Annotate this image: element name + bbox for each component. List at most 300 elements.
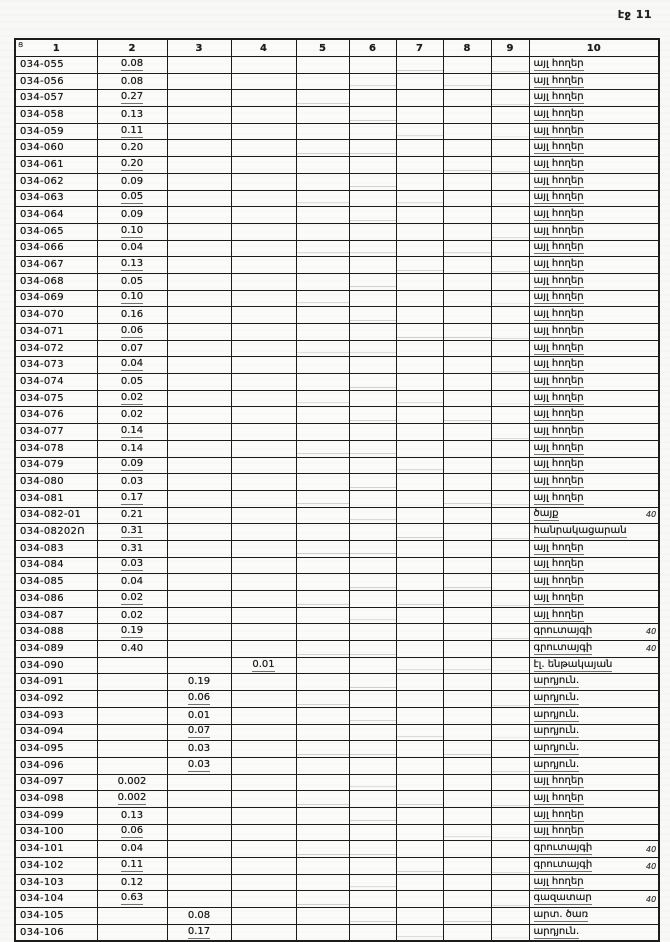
value-cell [443, 340, 491, 357]
parcel-code-cell [15, 190, 97, 207]
value-cell [296, 140, 349, 157]
value-cell [491, 223, 529, 240]
parcel-code: 034-077 [20, 425, 64, 437]
parcel-code-cell [15, 374, 97, 391]
value-cell [167, 607, 231, 624]
value-cell [167, 574, 231, 591]
parcel-code-cell [15, 57, 97, 74]
value-cell [296, 741, 349, 758]
landuse-cell [529, 774, 659, 791]
column-header-9: 9 [491, 39, 529, 57]
value-cell [491, 724, 529, 741]
table-body [15, 57, 659, 942]
parcel-code-cell [15, 741, 97, 758]
value-cell [231, 457, 296, 474]
value-cell [97, 757, 167, 774]
value-cell [443, 641, 491, 658]
value-cell [97, 741, 167, 758]
value-cell [296, 490, 349, 507]
value-cell [167, 424, 231, 441]
value-cell [349, 207, 396, 224]
landuse-label: այլ հողեր [533, 208, 584, 220]
landuse-cell [529, 190, 659, 207]
landuse-label: այլ հողեր [533, 825, 584, 837]
parcel-code: 034-067 [20, 259, 64, 271]
value-cell [349, 390, 396, 407]
header-row [15, 39, 659, 57]
landuse-cell [529, 57, 659, 74]
value-cell [167, 908, 231, 925]
value-cell [167, 724, 231, 741]
landuse-cell [529, 841, 659, 858]
parcel-code: 034-088 [20, 626, 64, 638]
value-cell [167, 540, 231, 557]
area-value: 0.11 [120, 124, 144, 136]
value-cell [167, 73, 231, 90]
parcel-code-cell [15, 757, 97, 774]
value-cell [296, 240, 349, 257]
value-cell [443, 407, 491, 424]
value-cell [491, 507, 529, 524]
value-cell [97, 474, 167, 491]
value-cell [231, 90, 296, 107]
value-cell [296, 824, 349, 841]
value-cell [97, 924, 167, 941]
parcel-code: 034-082-01 [20, 509, 82, 521]
value-cell [231, 324, 296, 341]
value-cell [231, 440, 296, 457]
value-cell [396, 924, 443, 941]
landuse-cell [529, 340, 659, 357]
value-cell [167, 691, 231, 708]
landuse-cell [529, 707, 659, 724]
parcel-code-cell [15, 724, 97, 741]
value-cell [396, 540, 443, 557]
parcel-code-cell [15, 357, 97, 374]
handwritten-margin-note: 40 [646, 509, 657, 519]
parcel-code-cell [15, 774, 97, 791]
value-cell [296, 624, 349, 641]
landuse-label: այլ հողեր [533, 408, 584, 420]
value-cell [491, 591, 529, 608]
value-cell [231, 607, 296, 624]
parcel-code: 034-059 [20, 125, 64, 137]
value-cell [296, 424, 349, 441]
value-cell [167, 123, 231, 140]
value-cell [349, 774, 396, 791]
value-cell [349, 424, 396, 441]
value-cell [349, 724, 396, 741]
table-row [15, 173, 659, 190]
value-cell [231, 874, 296, 891]
parcel-code-cell [15, 223, 97, 240]
area-value: 0.02 [120, 409, 144, 421]
landuse-label: արդյուն. [533, 925, 580, 937]
table-row [15, 724, 659, 741]
value-cell [443, 90, 491, 107]
value-cell [296, 324, 349, 341]
area-value: 0.19 [187, 676, 211, 688]
value-cell [97, 774, 167, 791]
value-cell [443, 107, 491, 124]
landuse-cell [529, 173, 659, 190]
parcel-code: 034-090 [20, 659, 64, 671]
column-header-3: 3 [167, 39, 231, 57]
value-cell [97, 57, 167, 74]
value-cell [167, 273, 231, 290]
area-value: 0.17 [187, 925, 211, 937]
value-cell [491, 891, 529, 908]
area-value: 0.02 [120, 591, 144, 603]
value-cell [349, 107, 396, 124]
table-row [15, 257, 659, 274]
landuse-cell [529, 357, 659, 374]
value-cell [349, 90, 396, 107]
landuse-cell [529, 657, 659, 674]
value-cell [97, 724, 167, 741]
column-header-5: 5 [296, 39, 349, 57]
value-cell [349, 557, 396, 574]
landuse-label: գրուտայգի [533, 842, 593, 854]
value-cell [349, 157, 396, 174]
value-cell [443, 657, 491, 674]
value-cell [443, 691, 491, 708]
parcel-code-cell [15, 324, 97, 341]
table-row [15, 741, 659, 758]
landuse-label: հանրակացարան [533, 525, 627, 537]
table-row [15, 691, 659, 708]
landuse-label: այլ հողեր [533, 308, 584, 320]
area-value: 0.08 [120, 75, 144, 87]
value-cell [443, 157, 491, 174]
value-cell [97, 240, 167, 257]
parcel-code-cell [15, 140, 97, 157]
table-row [15, 824, 659, 841]
parcel-code-cell [15, 240, 97, 257]
value-cell [97, 591, 167, 608]
value-cell [443, 607, 491, 624]
value-cell [491, 657, 529, 674]
value-cell [349, 657, 396, 674]
value-cell [396, 858, 443, 875]
value-cell [349, 490, 396, 507]
area-value: 0.01 [252, 658, 275, 670]
landuse-label: այլ հողեր [533, 475, 584, 487]
value-cell [491, 157, 529, 174]
value-cell [443, 390, 491, 407]
value-cell [396, 290, 443, 307]
parcel-code-cell [15, 257, 97, 274]
table-row [15, 290, 659, 307]
value-cell [296, 123, 349, 140]
landuse-cell [529, 858, 659, 875]
value-cell [296, 674, 349, 691]
value-cell [167, 507, 231, 524]
landuse-label: արդյուն. [533, 758, 580, 770]
table-row [15, 841, 659, 858]
value-cell [491, 474, 529, 491]
landuse-label: այլ հողեր [533, 274, 584, 286]
value-cell [231, 858, 296, 875]
value-cell [396, 73, 443, 90]
value-cell [443, 223, 491, 240]
table-row [15, 207, 659, 224]
table-row [15, 307, 659, 324]
landuse-label: այլ հողեր [533, 174, 584, 186]
value-cell [231, 774, 296, 791]
landuse-label: այլ հողեր [533, 541, 584, 553]
value-cell [396, 524, 443, 541]
parcel-code: 034-087 [20, 609, 64, 621]
table-row [15, 674, 659, 691]
value-cell [491, 190, 529, 207]
value-cell [491, 824, 529, 841]
value-cell [396, 357, 443, 374]
landuse-label: այլ հողեր [533, 558, 584, 570]
value-cell [296, 157, 349, 174]
value-cell [167, 240, 231, 257]
value-cell [231, 57, 296, 74]
value-cell [491, 90, 529, 107]
landuse-label: այլ հողեր [533, 391, 584, 403]
value-cell [443, 557, 491, 574]
landuse-label: այլ հողեր [533, 808, 584, 820]
value-cell [396, 507, 443, 524]
column-header-6: 6 [349, 39, 396, 57]
value-cell [167, 90, 231, 107]
table-row [15, 390, 659, 407]
area-value: 0.09 [120, 209, 144, 221]
value-cell [396, 674, 443, 691]
value-cell [231, 574, 296, 591]
table-row [15, 624, 659, 641]
area-value: 0.04 [120, 358, 144, 370]
value-cell [97, 490, 167, 507]
value-cell [97, 824, 167, 841]
parcel-code: 034-064 [20, 209, 64, 221]
landuse-cell [529, 874, 659, 891]
value-cell [231, 73, 296, 90]
parcel-code-cell [15, 824, 97, 841]
landuse-label: այլ հողեր [533, 441, 584, 453]
parcel-code-cell [15, 858, 97, 875]
value-cell [491, 57, 529, 74]
parcel-code-cell [15, 624, 97, 641]
value-cell [231, 724, 296, 741]
value-cell [396, 307, 443, 324]
table-row [15, 273, 659, 290]
value-cell [396, 791, 443, 808]
value-cell [349, 257, 396, 274]
area-value: 0.21 [120, 509, 144, 521]
value-cell [396, 223, 443, 240]
value-cell [97, 190, 167, 207]
parcel-code: 034-065 [20, 225, 64, 237]
value-cell [396, 874, 443, 891]
parcel-code-cell [15, 457, 97, 474]
landuse-label: այլ հողեր [533, 191, 584, 203]
parcel-code: 034-100 [20, 826, 64, 838]
value-cell [443, 474, 491, 491]
value-cell [167, 407, 231, 424]
value-cell [491, 374, 529, 391]
landuse-label: այլ հողեր [533, 74, 584, 86]
value-cell [296, 507, 349, 524]
parcel-code: 034-106 [20, 926, 64, 938]
value-cell [396, 724, 443, 741]
value-cell [296, 924, 349, 941]
landuse-cell [529, 240, 659, 257]
value-cell [443, 874, 491, 891]
value-cell [349, 841, 396, 858]
value-cell [491, 574, 529, 591]
value-cell [231, 924, 296, 941]
area-value: 0.02 [120, 391, 144, 403]
parcel-code: 034-093 [20, 709, 64, 721]
value-cell [231, 507, 296, 524]
value-cell [443, 457, 491, 474]
value-cell [349, 691, 396, 708]
table-row [15, 190, 659, 207]
value-cell [491, 607, 529, 624]
landuse-label: այլ հողեր [533, 458, 584, 470]
value-cell [491, 557, 529, 574]
table-row [15, 574, 659, 591]
value-cell [491, 324, 529, 341]
value-cell [97, 407, 167, 424]
column-header-10: 10 [529, 39, 659, 57]
value-cell [491, 490, 529, 507]
value-cell [231, 557, 296, 574]
landuse-cell [529, 140, 659, 157]
value-cell [443, 724, 491, 741]
landuse-cell [529, 807, 659, 824]
parcel-code-cell [15, 507, 97, 524]
landuse-label: այլ հողեր [533, 258, 584, 270]
area-value: 0.12 [120, 876, 144, 888]
parcel-code-cell [15, 173, 97, 190]
parcel-code: 034-061 [20, 158, 64, 170]
parcel-code: 034-078 [20, 442, 64, 454]
value-cell [396, 157, 443, 174]
landuse-label: գրուտայգի [533, 641, 593, 653]
parcel-code: 034-076 [20, 409, 64, 421]
value-cell [296, 574, 349, 591]
value-cell [396, 407, 443, 424]
value-cell [97, 807, 167, 824]
parcel-code: 034-098 [20, 793, 64, 805]
value-cell [296, 707, 349, 724]
value-cell [97, 707, 167, 724]
value-cell [167, 791, 231, 808]
landuse-label: այլ հողեր [533, 491, 584, 503]
value-cell [167, 807, 231, 824]
value-cell [231, 624, 296, 641]
value-cell [296, 774, 349, 791]
area-value: 0.31 [120, 542, 144, 554]
landuse-cell [529, 257, 659, 274]
handwritten-margin-note: 40 [646, 861, 657, 871]
area-value: 0.05 [120, 375, 144, 387]
value-cell [491, 273, 529, 290]
value-cell [231, 490, 296, 507]
area-value: 0.10 [120, 224, 144, 236]
value-cell [167, 157, 231, 174]
area-value: 0.01 [187, 709, 211, 721]
area-value: 0.11 [120, 858, 144, 870]
value-cell [167, 457, 231, 474]
landuse-cell [529, 424, 659, 441]
value-cell [443, 190, 491, 207]
parcel-code-cell [15, 791, 97, 808]
value-cell [296, 908, 349, 925]
landuse-cell [529, 924, 659, 941]
area-value: 0.06 [120, 324, 144, 336]
value-cell [296, 474, 349, 491]
parcel-code-cell [15, 73, 97, 90]
area-value: 0.07 [187, 725, 211, 737]
parcel-code: 034-068 [20, 275, 64, 287]
landuse-cell [529, 557, 659, 574]
landuse-label: այլ հողեր [533, 775, 584, 787]
value-cell [97, 357, 167, 374]
value-cell [167, 290, 231, 307]
value-cell [349, 591, 396, 608]
value-cell [443, 574, 491, 591]
value-cell [443, 257, 491, 274]
value-cell [231, 657, 296, 674]
value-cell [443, 140, 491, 157]
landuse-label: այլ հողեր [533, 141, 584, 153]
parcel-code: 034-085 [20, 576, 64, 588]
landuse-label: գազատար [533, 892, 592, 904]
value-cell [349, 757, 396, 774]
value-cell [491, 741, 529, 758]
area-value: 0.17 [120, 491, 144, 503]
value-cell [167, 307, 231, 324]
landuse-label: այլ հողեր [533, 324, 584, 336]
area-value: 0.07 [120, 342, 144, 354]
parcel-code: 034-097 [20, 776, 64, 788]
parcel-code: 034-092 [20, 692, 64, 704]
table-row [15, 807, 659, 824]
value-cell [349, 891, 396, 908]
value-cell [396, 641, 443, 658]
value-cell [491, 424, 529, 441]
value-cell [231, 140, 296, 157]
area-value: 0.16 [120, 309, 144, 321]
landuse-cell [529, 908, 659, 925]
parcel-code: 034-070 [20, 309, 64, 321]
parcel-code-cell [15, 340, 97, 357]
value-cell [491, 641, 529, 658]
parcel-code: 034-096 [20, 759, 64, 771]
landuse-cell [529, 574, 659, 591]
table-row [15, 374, 659, 391]
value-cell [349, 190, 396, 207]
value-cell [296, 340, 349, 357]
landuse-cell [529, 641, 659, 658]
value-cell [167, 324, 231, 341]
value-cell [97, 440, 167, 457]
table-row [15, 791, 659, 808]
value-cell [167, 140, 231, 157]
value-cell [349, 874, 396, 891]
value-cell [97, 90, 167, 107]
parcel-code-cell [15, 424, 97, 441]
parcel-code: 034-104 [20, 893, 64, 905]
value-cell [231, 791, 296, 808]
